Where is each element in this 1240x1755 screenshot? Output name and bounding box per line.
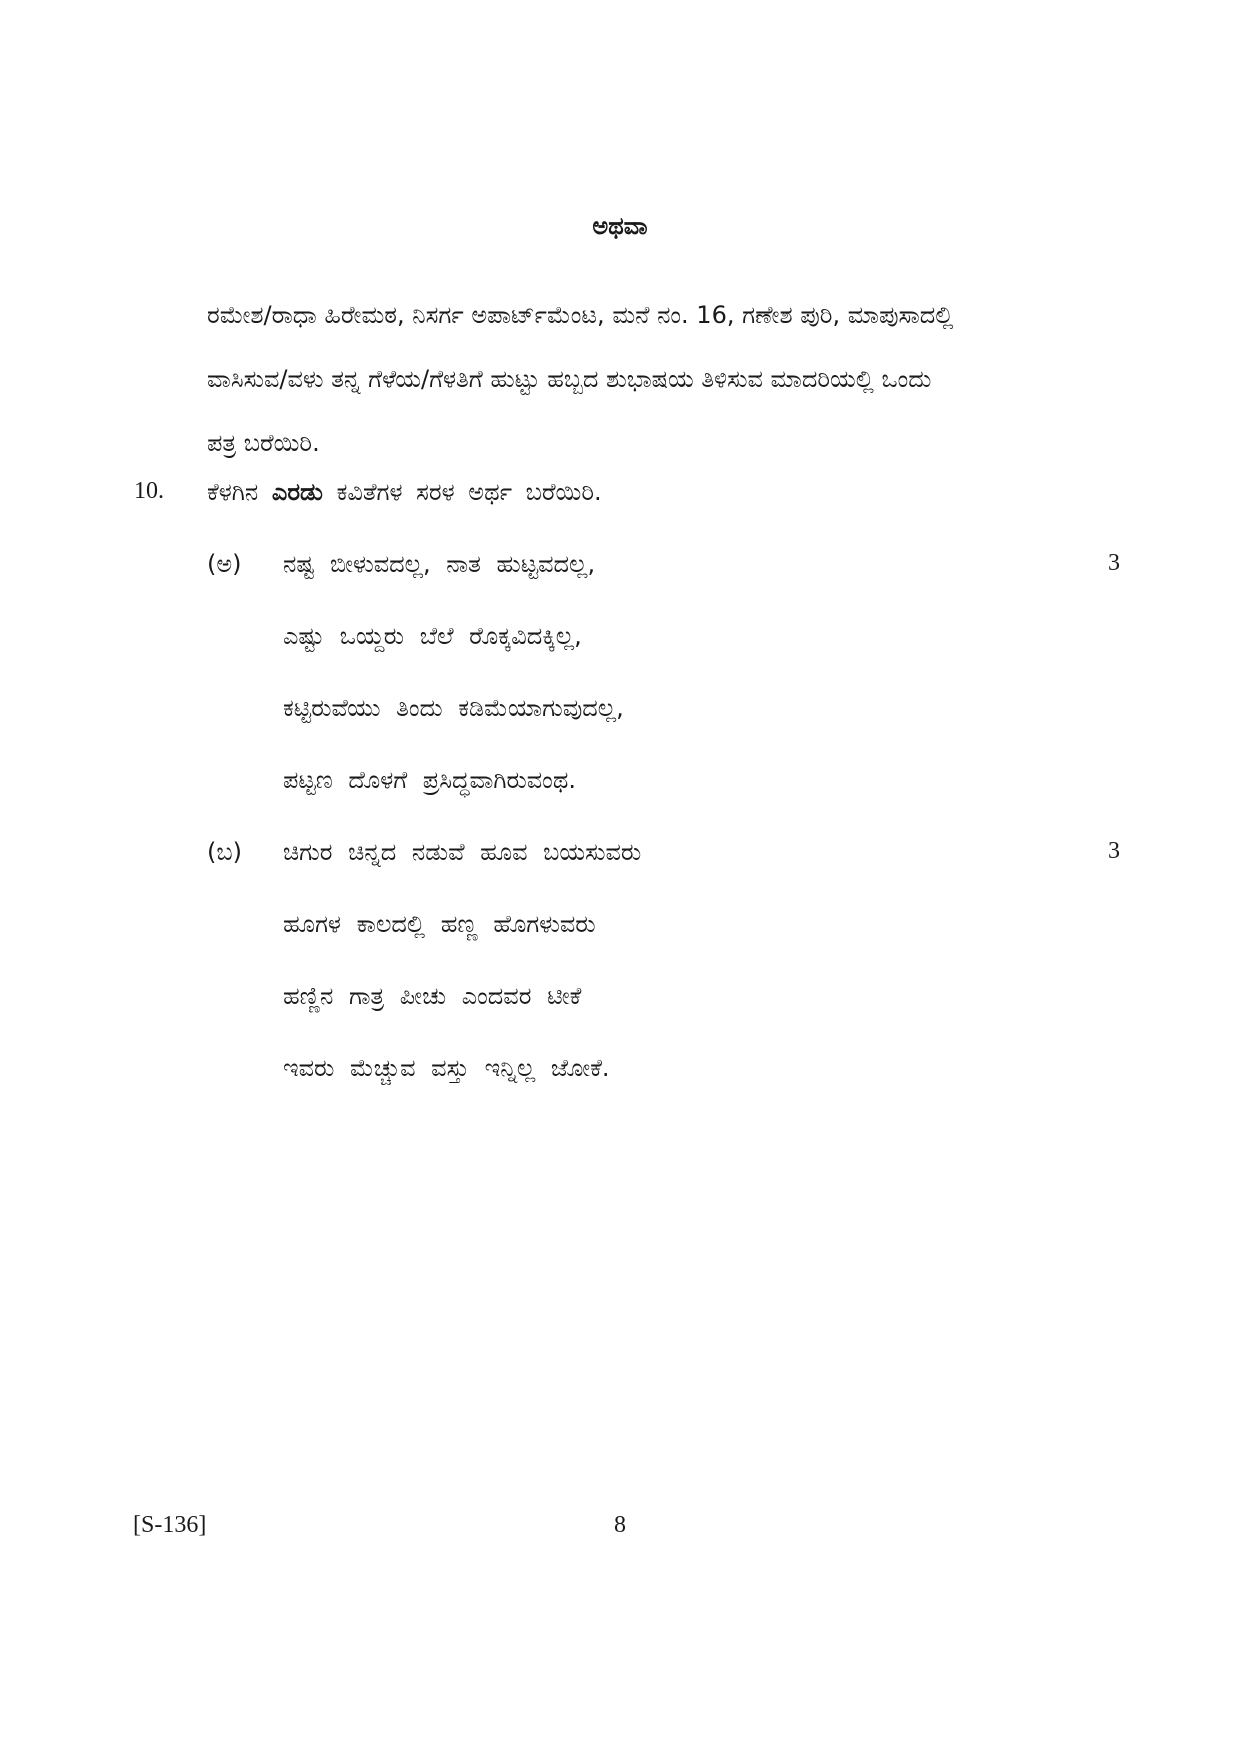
question-text [207, 478, 602, 506]
question-number: 10. [134, 478, 164, 504]
part-a-line-1: ನಷ್ಟ ಬೀಳುವದಲ್ಲ, ನಾತ ಹುಟ್ಟವದಲ್ಲ, [283, 550, 596, 578]
paragraph-line-2: ವಾಸಿಸುವ/ವಳು ತನ್ನ ಗೆಳೆಯ/ಗೆಳತಿಗೆ ಹುಟ್ಟು ಹಬ್ಬದ ಶುಭಾಷಯ ತಿಳಿಸುವ ಮಾದರಿಯಲ್ಲಿ ಒಂದು [207, 365, 932, 393]
paragraph-line-3: ಪತ್ರ ಬರೆಯಿರಿ. [207, 429, 320, 457]
question-text-before: ಕೆಳಗಿನ [207, 478, 272, 506]
part-b-line-3: ಹಣ್ಣಿನ ಗಾತ್ರ ಪೀಚು ಎಂದವರ ಟೀಕೆ [283, 982, 582, 1010]
paragraph-line-1: ರಮೇಶ/ರಾಧಾ ಹಿರೇಮಠ, ನಿಸರ್ಗ ಅಪಾರ್ಟ್‌ಮೆಂಟ, ಮನೆ ನಂ. 16, ಗಣೇಶ ಪುರಿ, ಮಾಪುಸಾದಲ್ಲಿ [207, 301, 954, 329]
part-b-label: (ಬ) [207, 838, 242, 866]
part-b-line-4: ಇವರು ಮೆಚ್ಚುವ ವಸ್ತು ಇನ್ನಿಲ್ಲ ಜೋಕೆ. [283, 1054, 610, 1082]
part-a-line-3: ಕಟ್ಟಿರುವೆಯು ತಿಂದು ಕಡಿಮೆಯಾಗುವುದಲ್ಲ, [283, 694, 624, 722]
letter-question-paragraph [207, 283, 1112, 475]
part-a-line-4: ಪಟ್ಟಣ ದೊಳಗೆ ಪ್ರಸಿದ್ಧವಾಗಿರುವಂಥ. [283, 766, 576, 794]
part-b-line-2: ಹೂಗಳ ಕಾಲದಲ್ಲಿ ಹಣ್ಣ ಹೊಗಳುವರು [283, 910, 596, 938]
question-text-after: ಕವಿತೆಗಳ ಸರಳ ಅರ್ಥ ಬರೆಯಿರಿ. [322, 478, 602, 506]
part-a-marks: 3 [1108, 550, 1120, 576]
paper-code: [S-136] [133, 1512, 207, 1538]
part-b-line-1: ಚಿಗುರ ಚಿನ್ನದ ನಡುವೆ ಹೂವ ಬಯಸುವರು [283, 838, 642, 866]
page-number: 8 [614, 1512, 626, 1538]
part-a-line-2: ಎಷ್ಟು ಒಯ್ದರು ಬೆಲೆ ರೊಕ್ಕವಿದಕ್ಕಿಲ್ಲ, [283, 622, 582, 650]
part-b-marks: 3 [1108, 838, 1120, 864]
part-a-label: (ಅ) [207, 550, 242, 578]
section-heading: ಅಥವಾ [592, 212, 648, 240]
question-text-bold: ಎರಡು [271, 478, 323, 506]
